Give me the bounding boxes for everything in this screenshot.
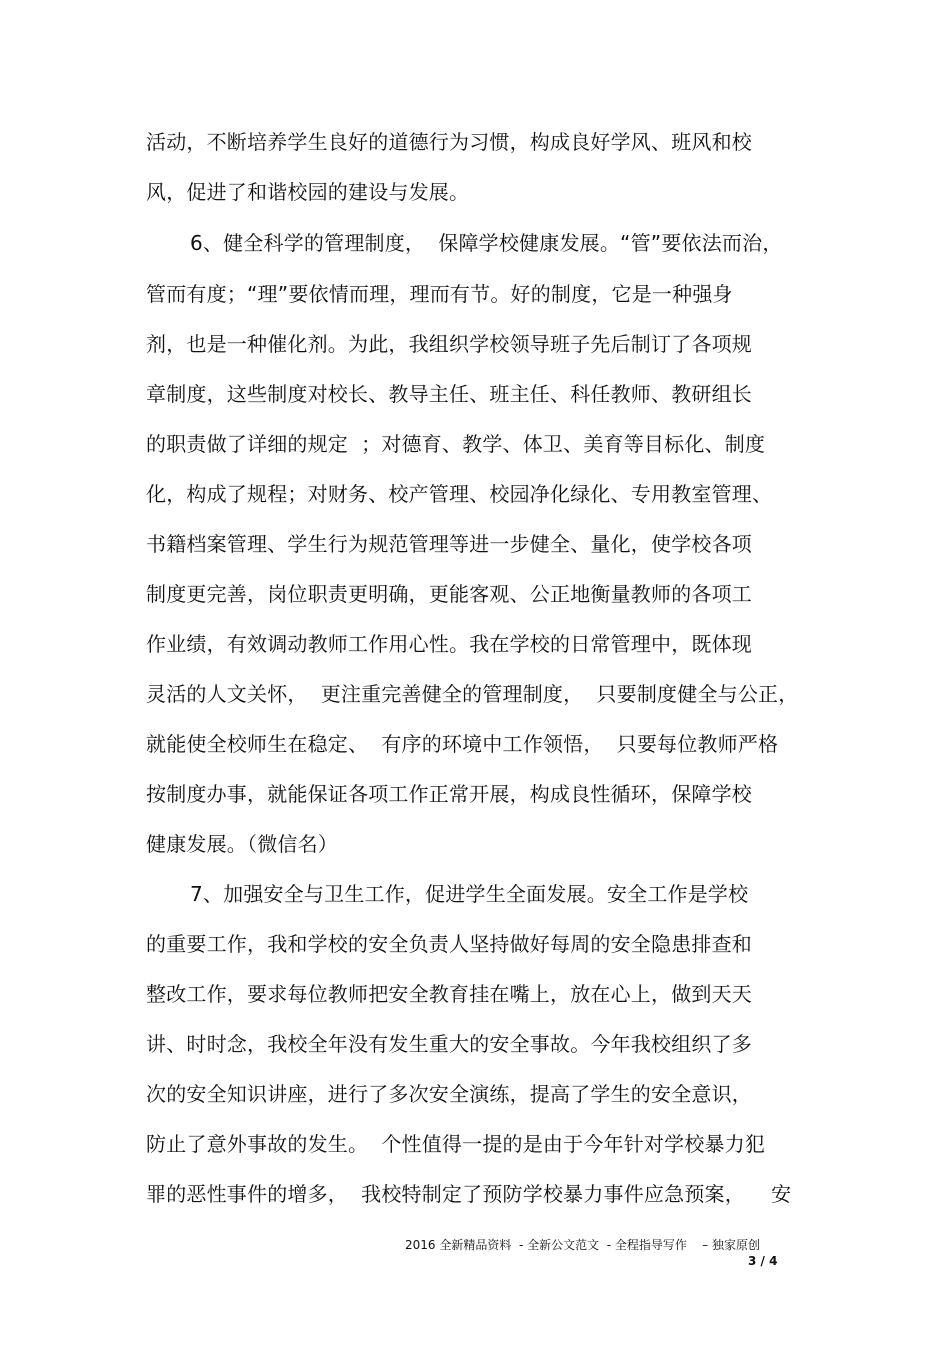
body-line: 剂，也是一种催化剂。为此，我组织学校领导班子先后制订了各项规 xyxy=(146,332,752,356)
body-line: 就能使全校师生在稳定、 有序的环境中工作领悟， 只要每位教师严格 xyxy=(146,732,779,756)
body-line: 活动，不断培养学生良好的道德行为习惯，构成良好学风、班风和校 xyxy=(146,130,752,154)
page-number: 3 / 4 xyxy=(748,1254,778,1268)
body-line: 管而有度；“理”要依情而理，理而有节。好的制度，它是一种强身 xyxy=(146,282,733,306)
body-line: 讲、时时念，我校全年没有发生重大的安全事故。今年我校组织了多 xyxy=(146,1032,752,1056)
body-line: 的职责做了详细的规定 ；对德育、教学、体卫、美育等目标化、制度 xyxy=(146,432,766,456)
body-line: 按制度办事，就能保证各项工作正常开展，构成良性循环，保障学校 xyxy=(146,782,752,806)
body-line: 罪的恶性事件的增多， 我校特制定了预防学校暴力事件应急预案， 安 xyxy=(146,1182,792,1206)
body-line: 制度更完善，岗位职责更明确，更能客观、公正地衡量教师的各项工 xyxy=(146,582,752,606)
body-line: 防止了意外事故的发生。 个性值得一提的是由于今年针对学校暴力犯 xyxy=(146,1132,766,1156)
body-line: 风，促进了和谐校园的建设与发展。 xyxy=(146,180,470,204)
body-line: 健康发展。（微信名） xyxy=(146,832,338,856)
body-line: 次的安全知识讲座，进行了多次安全演练，提高了学生的安全意识， xyxy=(146,1082,752,1106)
body-line: 书籍档案管理、学生行为规范管理等进一步健全、量化，使学校各项 xyxy=(146,532,752,556)
page-footer: 2016 全新精品资料 - 全新公文范文 - 全程指导写作 – 独家原创 xyxy=(405,1238,760,1252)
paragraph-heading-7: 7、加强安全与卫生工作，促进学生全面发展。安全工作是学校 xyxy=(190,882,749,906)
body-line: 的重要工作，我和学校的安全负责人坚持做好每周的安全隐患排查和 xyxy=(146,932,752,956)
body-line: 灵活的人文关怀， 更注重完善健全的管理制度， 只要制度健全与公正， xyxy=(146,682,799,706)
body-line: 章制度，这些制度对校长、教导主任、班主任、科任教师、教研组长 xyxy=(146,382,752,406)
paragraph-heading-6: 6、健全科学的管理制度， 保障学校健康发展。“管”要依法而治， xyxy=(190,231,783,255)
body-line: 作业绩，有效调动教师工作用心性。我在学校的日常管理中，既体现 xyxy=(146,632,752,656)
body-line: 整改工作，要求每位教师把安全教育挂在嘴上，放在心上，做到天天 xyxy=(146,982,752,1006)
body-line: 化，构成了规程；对财务、校产管理、校园净化绿化、专用教室管理、 xyxy=(146,482,773,506)
